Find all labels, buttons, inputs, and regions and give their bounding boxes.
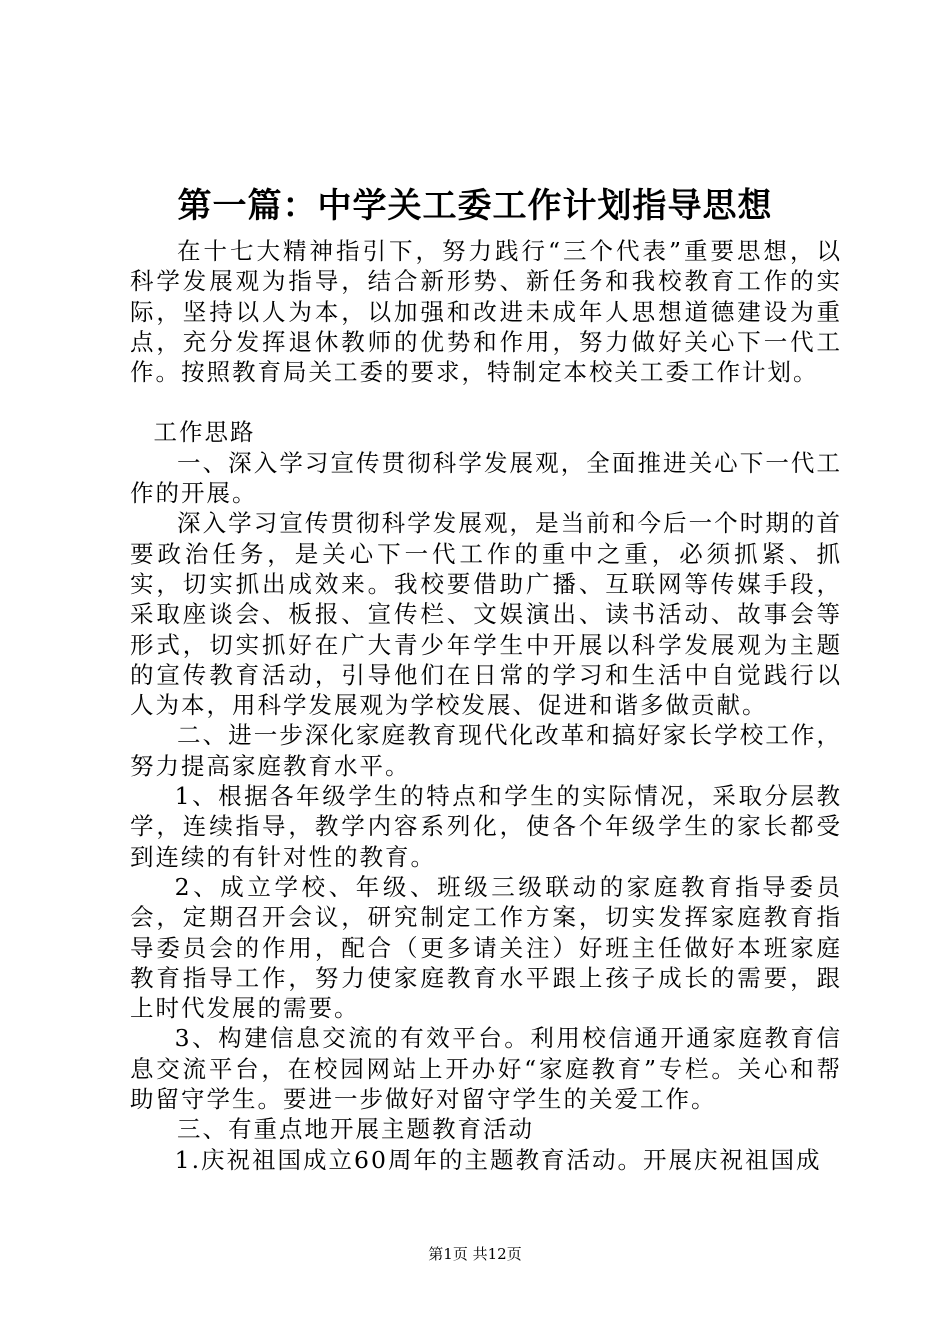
section-heading-work-ideas: 工作思路 (153, 418, 256, 447)
section-two-heading: 二、进一步深化家庭教育现代化改革和搞好家长学校工作，努力提高家庭教育水平。 (130, 721, 842, 780)
intro-paragraph: 在十七大精神指引下，努力践行“三个代表”重要思想，以科学发展观为指导，结合新形势、新任务和我校教育工作的实际，坚持以人为本，以加强和改进未成年人思想道德建设为重点，充分发挥退休教师的优势和作用，努力做好关心下一代工作。按照教育局关工委的要求，特制定本校关工委工作计划。 (130, 237, 842, 387)
section-two-item-3: 3、构建信息交流的有效平台。利用校信通开通家庭教育信息交流平台，在校园网站上开办好“家庭教育”专栏。关心和帮助留守学生。要进一步做好对留守学生的关爱工作。 (130, 1024, 842, 1114)
page-number-footer: 第1页 共12页 (428, 1245, 522, 1263)
section-one-heading: 一、深入学习宣传贯彻科学发展观，全面推进关心下一代工作的开展。 (130, 448, 842, 508)
section-one-body: 深入学习宣传贯彻科学发展观，是当前和今后一个时期的首要政治任务，是关心下一代工作的重中之重，必须抓紧、抓实，切实抓出成效来。我校要借助广播、互联网等传媒手段，采取座谈会、板报、宣传栏、文娱演出、读书活动、故事会等形式，切实抓好在广大青少年学生中开展以科学发展观为主题的宣传教育活动，引导他们在日常的学习和生活中自觉践行以人为本，用科学发展观为学校发展、促进和谐多做贡献。 (130, 509, 842, 720)
section-three-item-1: 1.庆祝祖国成立60周年的主题教育活动。开展庆祝祖国成 (174, 1145, 822, 1174)
document-title: 第一篇：中学关工委工作计划指导思想 (177, 186, 773, 226)
section-two-item-1: 1、根据各年级学生的特点和学生的实际情况，采取分层教学，连续指导，教学内容系列化，使各个年级学生的家长都受到连续的有针对性的教育。 (130, 782, 842, 871)
section-three-heading: 三、有重点地开展主题教育活动 (177, 1115, 534, 1144)
section-two-item-2: 2、成立学校、年级、班级三级联动的家庭教育指导委员会，定期召开会议，研究制定工作方案，切实发挥家庭教育指导委员会的作用，配合（更多请关注）好班主任做好本班家庭教育指导工作，努力使家庭教育水平跟上孩子成长的需要，跟上时代发展的需要。 (130, 872, 842, 1023)
paragraph-gap (130, 387, 842, 417)
document-body (130, 236, 842, 1175)
